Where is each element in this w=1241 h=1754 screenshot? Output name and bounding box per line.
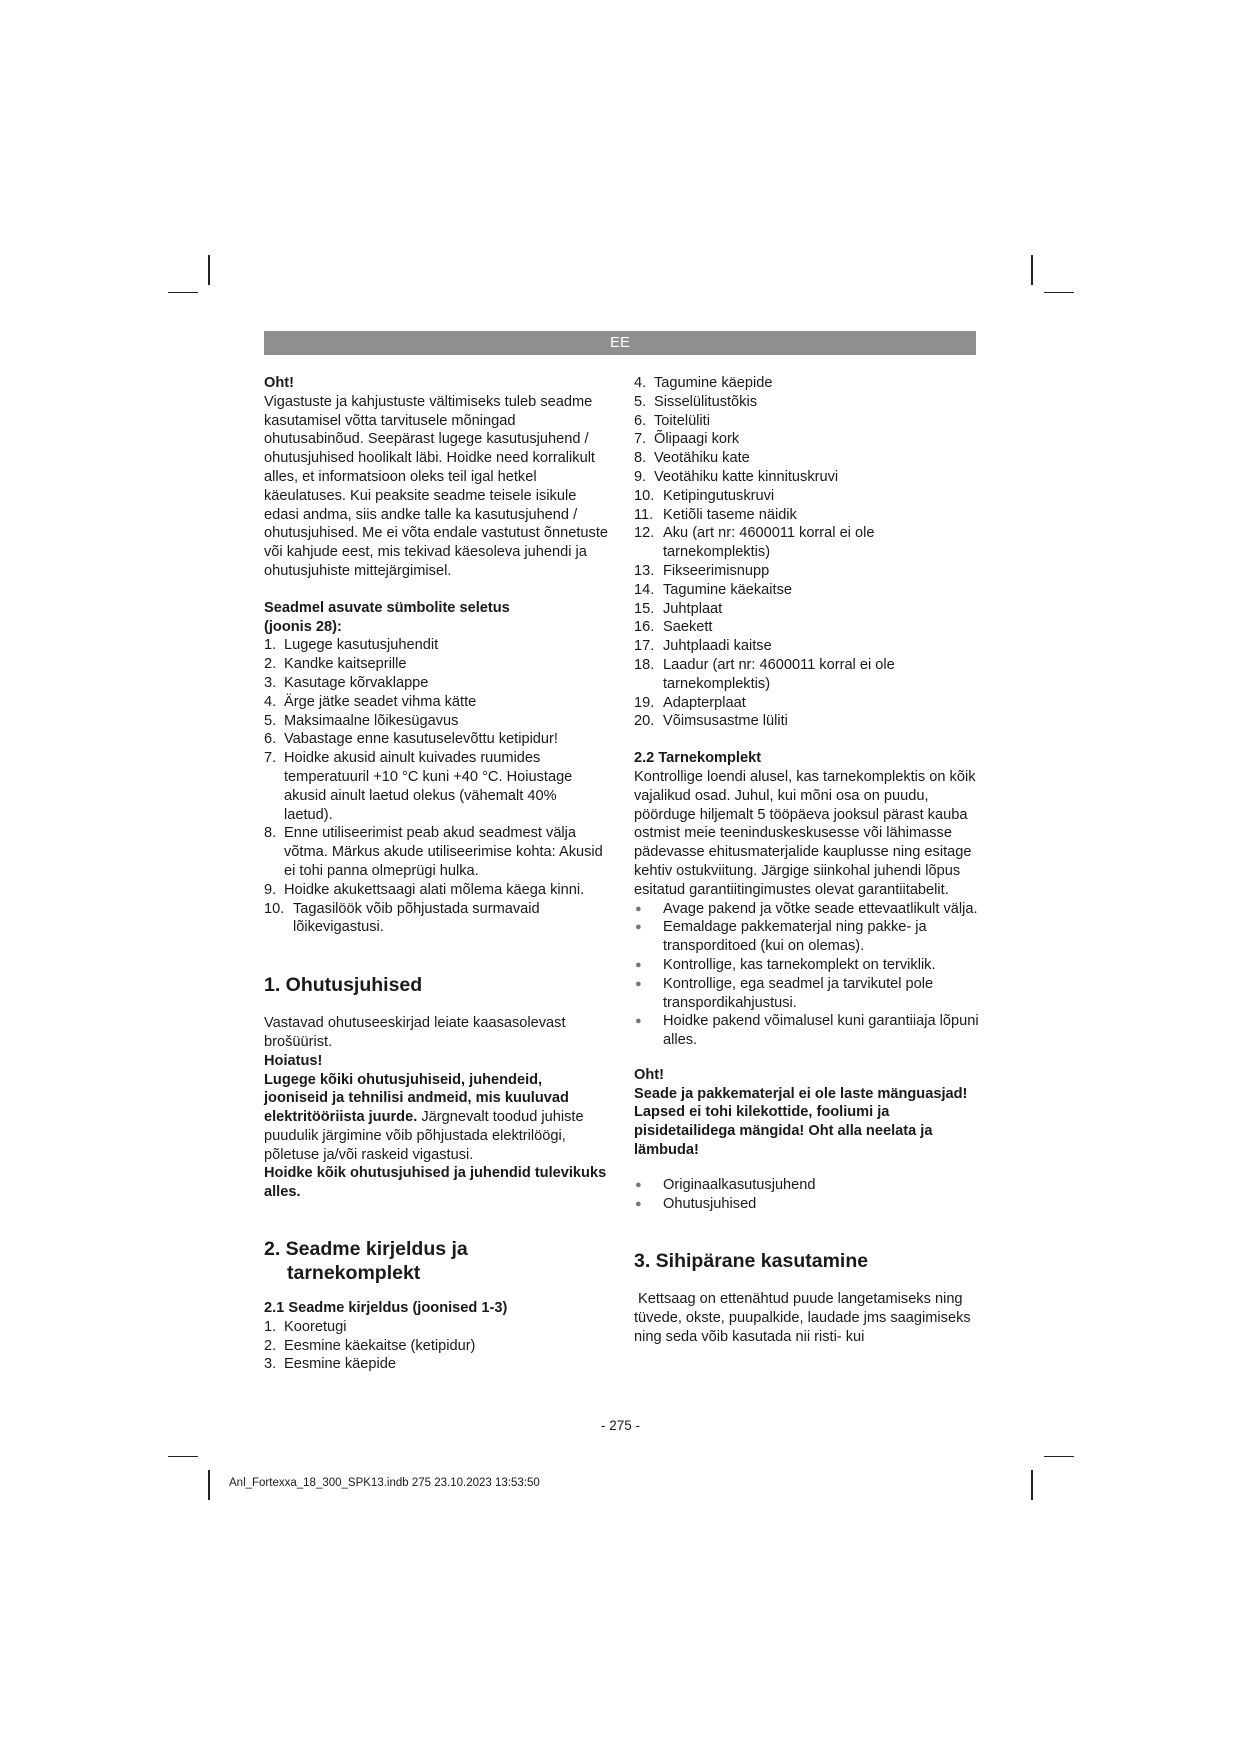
list-item-number: 4. — [634, 375, 647, 391]
list-item — [634, 694, 979, 713]
list-item — [264, 730, 609, 749]
list-item — [264, 674, 609, 693]
list-item-text: Adapterplaat — [663, 694, 746, 711]
bullet-icon: ● — [635, 1197, 642, 1210]
list-item-number: 9. — [634, 468, 647, 485]
list-item-text: Kooretugi — [284, 1318, 347, 1335]
symbols-subtitle: (joonis 28): — [264, 618, 342, 635]
bullet-icon: ● — [635, 1015, 642, 1028]
list-item — [634, 393, 979, 412]
list-item-number: 16. — [634, 619, 655, 636]
list-item-text: Eesmine käepide — [284, 1356, 396, 1373]
symbols-list — [264, 636, 609, 937]
section-3-title: 3. Sihipärane kasutamine — [634, 1250, 869, 1273]
danger-title: Oht! — [264, 375, 294, 391]
list-item-text: Kasutage kõrvaklappe — [284, 674, 429, 691]
list-item-number: 10. — [264, 900, 285, 917]
list-item — [634, 430, 979, 449]
list-item-number: 13. — [634, 562, 655, 579]
list-item-number: 1. — [264, 637, 277, 654]
list-item-text: Aku (art nr: 4600011 korral ei ole tarnekomplektis) — [663, 525, 875, 561]
list-item-number: 7. — [264, 750, 277, 767]
bullet-icon: ● — [635, 902, 642, 915]
warning-paragraph — [264, 1071, 609, 1165]
list-item-text: Tagasilöök võib põhjustada surmavaid lõikevigastusi. — [293, 900, 540, 936]
list-item — [634, 618, 979, 637]
list-item-number: 11. — [634, 506, 654, 523]
bullet-text: Eemaldage pakkematerjal ning pakke- ja transporditoed (kui on olemas). — [663, 919, 927, 955]
list-item — [634, 712, 979, 731]
subsection-2-2-text: Kontrollige loendi alusel, kas tarnekomplektis on kõik vajalikud osad. Juhul, kui mõni osa on puudu, pöörduge hiljemalt 5 tööpäeva jooksul pärast kauba ostmist meie teeninduskeskusesse või lähimasse pädevasse ehitusmaterjalide kauplusse ning esitage kehtiv ostukviitung. Järgige siinkohal juhendi lõpus esitatud garantiitingimustes olevat garantiitabelit. — [634, 768, 976, 898]
bullet-item — [634, 956, 979, 975]
bullet-item — [634, 1012, 979, 1050]
list-item — [634, 656, 979, 694]
list-item-number: 7. — [634, 431, 647, 448]
list-item-number: 10. — [634, 487, 655, 504]
list-item-text: Sisselülitustõkis — [654, 393, 758, 410]
right-column — [634, 374, 979, 1347]
list-item-number: 19. — [634, 694, 655, 711]
list-item — [634, 468, 979, 487]
list-item-number: 2. — [264, 656, 277, 673]
list-item — [264, 824, 609, 880]
list-item-text: Lugege kasutusjuhendit — [284, 637, 439, 654]
bullet-text: Avage pakend ja võtke seade ettevaatlikult välja. — [663, 900, 978, 917]
file-info: Anl_Fortexxa_18_300_SPK13.indb 275 23.10.2023 13:53:50 — [229, 1477, 540, 1489]
list-item — [264, 1318, 609, 1337]
bullet-text: Kontrollige, ega seadmel ja tarvikutel pole transpordikahjustusi. — [663, 975, 934, 1011]
section-2-title: 2. Seadme kirjeldus ja — [264, 1238, 468, 1261]
list-item-number: 1. — [264, 1318, 277, 1335]
list-item-number: 8. — [264, 825, 277, 842]
list-item-text: Hoidke akukettsaagi alati mõlema käega kinni. — [284, 881, 585, 898]
bullet-text: Originaalkasutusjuhend — [663, 1176, 816, 1193]
language-header: EE — [264, 331, 976, 355]
danger-2-title: Oht! — [634, 1066, 664, 1083]
list-item-number: 3. — [264, 674, 277, 691]
crop-mark — [208, 1470, 210, 1500]
crop-mark — [1031, 1470, 1033, 1500]
subsection-2-2-title: 2.2 Tarnekomplekt — [634, 750, 762, 767]
list-item-text: Juhtplaadi kaitse — [663, 638, 772, 655]
list-item — [634, 600, 979, 619]
list-item-text: Võimsusastme lüliti — [663, 713, 788, 730]
list-item-number: 8. — [634, 450, 647, 467]
parts-list-start — [264, 1318, 609, 1374]
list-item-text: Tagumine käekaitse — [663, 581, 792, 598]
danger-2-text: Seade ja pakkematerjal ei ole laste mänguasjad! Lapsed ei tohi kilekottide, fooliumi ja pisidetailidega mängida! Oht alla neelata ja lämbuda! — [634, 1085, 968, 1159]
list-item — [634, 581, 979, 600]
list-item — [264, 900, 609, 938]
bullet-text: Ohutusjuhised — [663, 1195, 757, 1212]
list-item-text: Ärge jätke seadet vihma kätte — [284, 693, 477, 710]
bullet-item — [634, 1195, 979, 1214]
included-items — [634, 1176, 979, 1214]
list-item-number: 18. — [634, 656, 655, 673]
list-item-text: Maksimaalne lõikesügavus — [284, 712, 459, 729]
list-item-number: 6. — [634, 412, 647, 429]
list-item-text: Tagumine käepide — [654, 375, 773, 391]
warning-title: Hoiatus! — [264, 1052, 323, 1069]
list-item-number: 12. — [634, 525, 655, 542]
left-column — [264, 374, 609, 1374]
bullet-text: Hoidke pakend võimalusel kuni garantiiaja lõpuni alles. — [663, 1013, 979, 1049]
list-item — [264, 881, 609, 900]
crop-mark — [208, 255, 210, 285]
parts-list — [634, 374, 979, 731]
list-item-text: Toitelüliti — [654, 412, 710, 429]
section-3-text: Kettsaag on ettenähtud puude langetamiseks ning tüvede, okste, puupalkide, laudade jms saagimiseks ning seda võib kasutada nii risti- kui — [634, 1291, 971, 1346]
list-item-number: 17. — [634, 638, 655, 655]
list-item — [634, 449, 979, 468]
keep-instructions: Hoidke kõik ohutusjuhised ja juhendid tulevikuks alles. — [264, 1165, 607, 1201]
list-item — [264, 693, 609, 712]
list-item — [634, 412, 979, 431]
bullet-item — [634, 975, 979, 1013]
list-item — [634, 374, 979, 393]
list-item-number: 5. — [264, 712, 277, 729]
list-item — [264, 1355, 609, 1374]
crop-mark — [1044, 292, 1074, 293]
list-item — [634, 487, 979, 506]
list-item-text: Laadur (art nr: 4600011 korral ei ole tarnekomplektis) — [663, 656, 895, 692]
list-item — [634, 506, 979, 525]
list-item-text: Vabastage enne kasutuselevõttu ketipidur! — [284, 731, 558, 748]
section-1-text: Vastavad ohutuseeskirjad leiate kaasasolevast brošüürist. — [264, 1015, 566, 1050]
bullet-item — [634, 918, 979, 956]
list-item-number: 2. — [264, 1337, 277, 1354]
section-2-title-line2: tarnekomplekt — [287, 1262, 421, 1285]
warning-text: Järgnevalt toodud juhiste puudulik järgimine võib põhjustada elektrilöögi, põletuse ja/või raskeid vigastusi. — [264, 1109, 584, 1163]
list-item-text: Enne utiliseerimist peab akud seadmest välja võtma. Märkus akude utiliseerimise kohta: Akusid ei tohi panna olmeprügi hulka. — [284, 825, 603, 879]
danger-text: Vigastuste ja kahjustuste vältimiseks tuleb seadme kasutamisel võtta tarvitusele mõningad ohutusabinõud. Seepärast lugege kasutusjuhend / ohutusjuhised hoolikalt läbi. Hoidke need korralikult alles, et informatsioon oleks teil igal hetkel käeulatuses. Kui peaksite seadme teisele isikule edasi andma, siis andke talle ka kasutusjuhend / ohutusjuhised. Me ei võta endale vastutust õnnetuste või kahjude eest, mis tekivad käesoleva juhendi ja ohutusjuhiste mittejärgimisel. — [264, 393, 608, 579]
bullet-item — [634, 900, 979, 919]
page-number: - 275 - — [600, 1418, 641, 1433]
list-item-text: Veotähiku katte kinnituskruvi — [654, 468, 839, 485]
list-item — [264, 749, 609, 824]
bullet-icon: ● — [635, 958, 642, 971]
subsection-2-1-title: 2.1 Seadme kirjeldus (joonised 1-3) — [264, 1300, 508, 1317]
list-item-number: 15. — [634, 600, 655, 617]
list-item-number: 3. — [264, 1356, 277, 1373]
list-item — [634, 524, 979, 562]
bullet-item — [634, 1176, 979, 1195]
crop-mark — [1044, 1456, 1074, 1457]
list-item-text: Juhtplaat — [663, 600, 723, 617]
list-item-text: Kandke kaitseprille — [284, 656, 407, 673]
list-item-text: Fikseerimisnupp — [663, 562, 770, 579]
symbols-title: Seadmel asuvate sümbolite seletus — [264, 599, 510, 616]
bullet-icon: ● — [635, 977, 642, 990]
list-item — [634, 562, 979, 581]
crop-mark — [168, 292, 198, 293]
list-item — [264, 636, 609, 655]
list-item-text: Ketipingutuskruvi — [663, 487, 775, 504]
list-item-text: Ketiõli taseme näidik — [663, 506, 797, 523]
list-item-text: Eesmine käekaitse (ketipidur) — [284, 1337, 476, 1354]
list-item-number: 4. — [264, 693, 277, 710]
list-item — [634, 637, 979, 656]
list-item-number: 9. — [264, 881, 277, 898]
list-item-number: 20. — [634, 713, 655, 730]
list-item — [264, 1337, 609, 1356]
crop-mark — [168, 1456, 198, 1457]
list-item-number: 6. — [264, 731, 277, 748]
list-item-text: Hoidke akusid ainult kuivades ruumides temperatuuril +10 °C kuni +40 °C. Hoiustage akusid ainult laetud olekus (vähemalt 40% laetud). — [284, 750, 573, 823]
list-item-text: Õlipaagi kork — [654, 431, 740, 448]
list-item-number: 5. — [634, 393, 647, 410]
list-item — [264, 655, 609, 674]
list-item-text: Veotähiku kate — [654, 450, 750, 467]
bullet-text: Kontrollige, kas tarnekomplekt on terviklik. — [663, 956, 936, 973]
section-1-title: 1. Ohutusjuhised — [264, 974, 423, 997]
list-item-number: 14. — [634, 581, 655, 598]
list-item — [264, 712, 609, 731]
bullet-icon: ● — [635, 1178, 642, 1191]
bullet-icon: ● — [635, 921, 642, 934]
crop-mark — [1031, 255, 1033, 285]
warning-bold: Lugege kõiki ohutusjuhiseid, juhendeid, jooniseid ja tehnilisi andmeid, mis kuuluvad elektritööriista juurde. — [264, 1071, 569, 1126]
delivery-checklist — [634, 900, 979, 1050]
list-item-text: Saekett — [663, 619, 713, 636]
